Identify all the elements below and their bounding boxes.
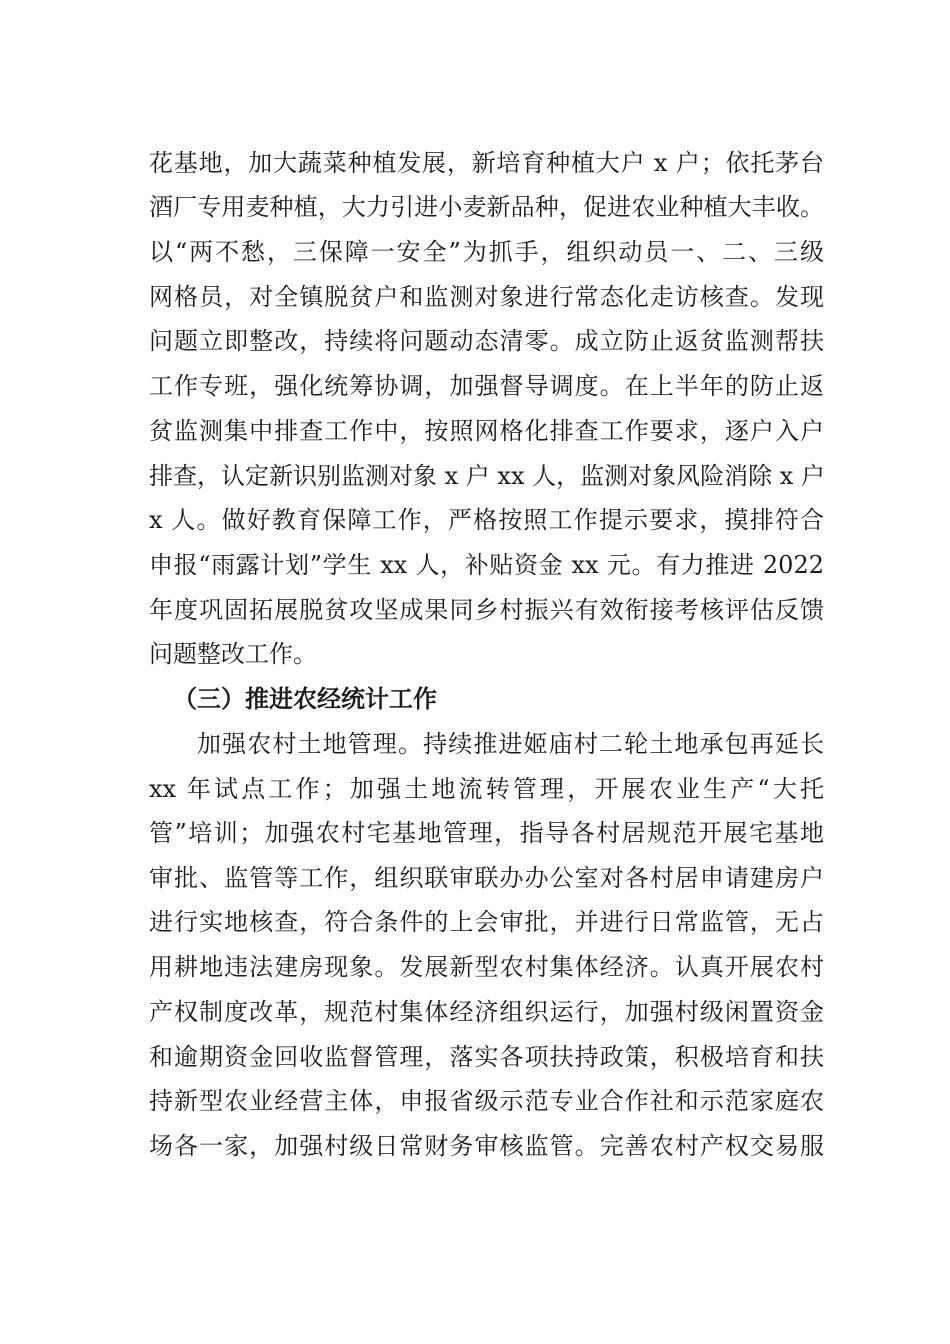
paragraph-1-line-7: 贫监测集中排查工作中，按照网格化排查工作要求，逐户入户 — [149, 417, 824, 445]
paragraph-1-line-9: x 人。做好教育保障工作，严格按照工作提示要求，摸排符合 — [149, 506, 824, 534]
paragraph-2-line-7: 产权制度改革，规范村集体经济组织运行，加强村级闲置资金 — [149, 998, 824, 1026]
paragraph-2-line-4: 审批、监管等工作，组织联审联办办公室对各村居申请建房户 — [149, 864, 824, 892]
paragraph-1-line-4: 网格员，对全镇脱贫户和监测对象进行常态化走访核查。发现 — [149, 283, 824, 311]
paragraph-2-line-1: 加强农村土地管理。持续推进姬庙村二轮土地承包再延长 — [197, 730, 824, 758]
paragraph-2-line-8: 和逾期资金回收监督管理，落实各项扶持政策，积极培育和扶 — [149, 1043, 824, 1071]
paragraph-1-line-12: 问题整改工作。 — [149, 640, 317, 668]
paragraph-2-line-6: 用耕地违法建房现象。发展新型农村集体经济。认真开展农村 — [149, 953, 824, 981]
paragraph-1-line-11: 年度巩固拓展脱贫攻坚成果同乡村振兴有效衔接考核评估反馈 — [149, 596, 824, 624]
section-heading: （三）推进农经统计工作 — [173, 684, 437, 713]
paragraph-1-line-8: 排查，认定新识别监测对象 x 户 xx 人，监测对象风险消除 x 户 — [149, 462, 825, 490]
paragraph-2-line-10: 场各一家，加强村级日常财务审核监管。完善农村产权交易服 — [149, 1132, 824, 1160]
paragraph-1-line-10: 申报“雨露计划”学生 xx 人，补贴资金 xx 元。有力推进 2022 — [149, 551, 824, 579]
paragraph-1-line-2: 酒厂专用麦种植，大力引进小麦新品种，促进农业种植大丰收。 — [149, 193, 824, 221]
paragraph-2-line-9: 持新型农业经营主体，申报省级示范专业合作社和示范家庭农 — [149, 1087, 824, 1115]
paragraph-2-line-2: xx 年试点工作；加强土地流转管理，开展农业生产“大托 — [149, 775, 824, 803]
paragraph-2-line-3: 管”培训；加强农村宅基地管理，指导各村居规范开展宅基地 — [149, 819, 824, 847]
paragraph-2-line-5: 进行实地核查，符合条件的上会审批，并进行日常监管，无占 — [149, 908, 824, 936]
paragraph-1-line-3: 以“两不愁，三保障一安全”为抓手，组织动员一、二、三级 — [149, 238, 824, 266]
paragraph-1-line-5: 问题立即整改，持续将问题动态清零。成立防止返贫监测帮扶 — [149, 327, 824, 355]
paragraph-1-line-6: 工作专班，强化统筹协调，加强督导调度。在上半年的防止返 — [149, 372, 824, 400]
paragraph-1-line-1: 花基地，加大蔬菜种植发展，新培育种植大户 x 户；依托茅台 — [149, 149, 824, 177]
